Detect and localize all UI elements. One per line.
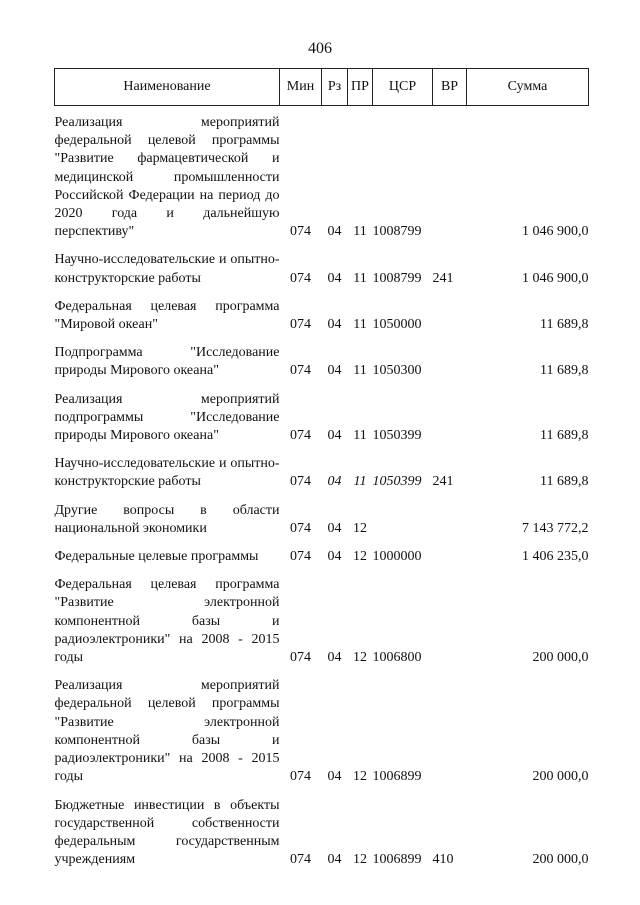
row-csr xyxy=(373,502,433,538)
row-vr: 410 xyxy=(432,852,454,868)
table-row xyxy=(55,298,589,334)
header-sum: Сумма xyxy=(467,69,589,106)
row-pr: 11 xyxy=(353,317,367,333)
row-sum: 1 046 900,0 xyxy=(522,270,589,286)
row-csr: 1008799 xyxy=(372,224,422,240)
row-sum: 11 689,8 xyxy=(540,474,589,490)
row-sum: 200 000,0 xyxy=(532,852,589,868)
row-pr: 11 xyxy=(353,363,367,379)
table-row xyxy=(55,548,589,566)
row-rz: 04 xyxy=(327,224,342,240)
row-rz: 04 xyxy=(327,317,342,333)
row-vr xyxy=(433,344,467,380)
table-row xyxy=(55,502,589,538)
table-row xyxy=(55,455,589,491)
row-rz: 04 xyxy=(327,363,342,379)
header-min: Мин xyxy=(280,69,322,106)
row-name: Научно-исследовательские и опытно-конструкторские работы xyxy=(54,252,280,286)
row-name: Бюджетные инвестиции в объекты государственной собственности федеральным государственным учреждениям xyxy=(54,797,280,868)
row-sum: 200 000,0 xyxy=(532,769,589,785)
row-sum: 1 046 900,0 xyxy=(522,224,589,240)
row-pr: 12 xyxy=(353,520,367,536)
table-row xyxy=(55,114,589,241)
row-csr: 1008799 xyxy=(372,270,422,286)
row-sum: 11 689,8 xyxy=(540,428,589,444)
row-name: Реализация мероприятий подпрограммы "Исследование природы Мирового океана" xyxy=(54,391,280,444)
row-min: 074 xyxy=(290,650,311,666)
row-csr: 1050399 xyxy=(372,474,422,490)
row-min: 074 xyxy=(290,769,311,785)
row-name: Подпрограмма "Исследование природы Мирового океана" xyxy=(54,345,280,379)
row-vr xyxy=(433,576,467,667)
header-csr: ЦСР xyxy=(373,69,433,106)
row-pr: 12 xyxy=(353,769,367,785)
row-vr xyxy=(433,677,467,786)
table-row xyxy=(55,797,589,870)
table-row xyxy=(55,344,589,380)
row-name: Федеральная целевая программа "Развитие электронной компонентной базы и радиоэлектроники" на 2008 - 2015 годы xyxy=(54,577,280,666)
row-sum: 11 689,8 xyxy=(540,363,589,379)
header-row xyxy=(55,69,589,106)
row-vr xyxy=(433,391,467,446)
row-name: Федеральные целевые программы xyxy=(54,549,259,565)
row-csr: 1050399 xyxy=(372,428,422,444)
page-number: 406 xyxy=(308,40,332,57)
row-vr: 241 xyxy=(432,474,454,490)
row-csr: 1050000 xyxy=(372,317,422,333)
row-name: Реализация мероприятий федеральной целевой программы "Развитие электронной компонентной базы и радиоэлектроники" на 2008 - 2015 годы xyxy=(54,678,280,785)
row-min: 074 xyxy=(290,270,311,286)
row-name: Научно-исследовательские и опытно-конструкторские работы xyxy=(54,456,280,490)
row-sum: 1 406 235,0 xyxy=(522,549,589,565)
row-min: 074 xyxy=(290,224,311,240)
row-sum: 200 000,0 xyxy=(532,650,589,666)
row-vr xyxy=(433,502,467,538)
row-pr: 12 xyxy=(353,650,367,666)
table-row xyxy=(55,251,589,287)
row-min: 074 xyxy=(290,317,311,333)
header-vr: ВР xyxy=(433,69,467,106)
row-rz: 04 xyxy=(327,428,342,444)
row-pr: 12 xyxy=(353,852,367,868)
row-csr: 1006899 xyxy=(372,769,422,785)
header-pr: ПР xyxy=(348,69,373,106)
table-row xyxy=(55,576,589,667)
row-name: Реализация мероприятий федеральной целевой программы "Развитие фармацевтической и медицинской промышленности Российской Федерации на период до 2020 года и дальнейшую перспективу" xyxy=(54,115,280,240)
row-sum: 11 689,8 xyxy=(540,317,589,333)
row-pr: 11 xyxy=(353,428,367,444)
row-pr: 11 xyxy=(353,270,367,286)
table-row xyxy=(55,391,589,446)
row-csr: 1006899 xyxy=(372,852,422,868)
row-rz: 04 xyxy=(327,769,342,785)
row-vr xyxy=(433,548,467,566)
row-csr: 1050300 xyxy=(372,363,422,379)
row-pr: 11 xyxy=(353,224,367,240)
row-min: 074 xyxy=(290,520,311,536)
row-rz: 04 xyxy=(327,549,342,565)
header-rz: Рз xyxy=(322,69,348,106)
row-min: 074 xyxy=(290,363,311,379)
row-min: 074 xyxy=(290,852,311,868)
row-min: 074 xyxy=(290,474,311,490)
row-vr xyxy=(433,298,467,334)
row-min: 074 xyxy=(290,549,311,565)
row-rz: 04 xyxy=(327,650,342,666)
row-rz: 04 xyxy=(327,474,342,490)
row-vr: 241 xyxy=(432,270,454,286)
row-sum: 7 143 772,2 xyxy=(522,520,589,536)
row-rz: 04 xyxy=(327,270,342,286)
row-pr: 12 xyxy=(353,549,367,565)
row-min: 074 xyxy=(290,428,311,444)
header-name: Наименование xyxy=(55,69,280,106)
row-csr: 1006800 xyxy=(372,650,422,666)
row-csr: 1000000 xyxy=(372,549,422,565)
row-name: Другие вопросы в области национальной экономики xyxy=(54,502,280,536)
row-name: Федеральная целевая программа "Мировой океан" xyxy=(54,298,280,333)
table-row xyxy=(55,677,589,786)
row-rz: 04 xyxy=(327,520,342,536)
row-vr xyxy=(433,114,467,241)
budget-table xyxy=(54,68,589,869)
row-pr: 11 xyxy=(353,474,367,490)
row-rz: 04 xyxy=(327,852,342,868)
